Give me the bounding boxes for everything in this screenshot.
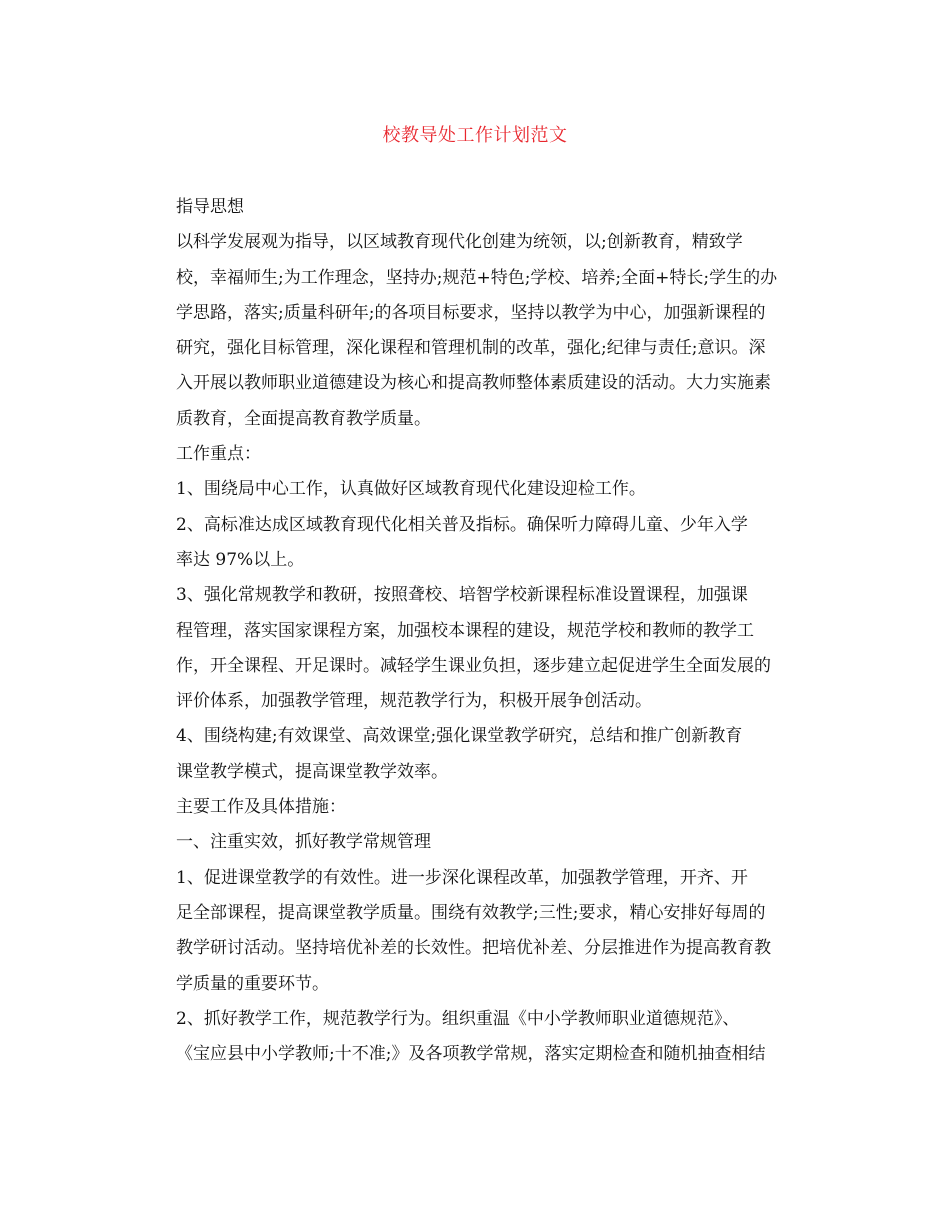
paragraph — [142, 472, 808, 507]
paragraph — [142, 190, 808, 225]
text-line: 指导思想 — [176, 197, 244, 217]
text-line: 研究，强化目标管理，深化课程和管理机制的改革，强化;纪律与责任;意识。深 — [176, 338, 766, 359]
text-line: 以科学发展观为指导，以区域教育现代化创建为统领，以;创新教育，精致学 — [176, 232, 743, 253]
paragraph — [142, 790, 808, 825]
text-line: 主要工作及具体措施： — [176, 797, 346, 818]
text-line: 足全部课程，提高课堂教学质量。围绕有效教学;三性;要求，精心安排好每周的 — [176, 902, 766, 923]
paragraph — [142, 508, 808, 579]
text-line: 教学研讨活动。坚持培优补差的长效性。把培优补差、分层推进作为提高教育教 — [176, 938, 771, 959]
paragraph — [142, 719, 808, 790]
document-title: 校教导处工作计划范文 — [382, 125, 568, 146]
document-body — [142, 190, 808, 1072]
text-line: 作，开全课程、开足课时。减轻学生课业负担，逐步建立起促进学生全面发展的 — [176, 655, 771, 676]
text-line: 率达 97%以上。 — [176, 549, 305, 570]
paragraph — [142, 437, 808, 472]
text-line: 质教育，全面提高教育教学质量。 — [176, 408, 431, 429]
text-line: 4、围绕构建;有效课堂、高效课堂;强化课堂教学研究，总结和推广创新教育 — [176, 726, 743, 747]
paragraph — [142, 861, 808, 1002]
paragraph — [142, 825, 808, 860]
text-line: 工作重点： — [176, 444, 261, 465]
paragraph — [142, 578, 808, 719]
text-line: 课堂教学模式，提高课堂教学效率。 — [176, 761, 448, 782]
text-line: 2、高标准达成区域教育现代化相关普及指标。确保听力障碍儿童、少年入学 — [176, 514, 748, 535]
text-line: 评价体系，加强教学管理，规范教学行为，积极开展争创活动。 — [176, 691, 652, 712]
text-line: 一、注重实效，抓好教学常规管理 — [176, 832, 431, 853]
text-line: 1、围绕局中心工作，认真做好区域教育现代化建设迎检工作。 — [176, 479, 646, 500]
text-line: 3、强化常规教学和教研，按照聋校、培智学校新课程标准设置课程，加强课 — [176, 585, 748, 606]
text-line: 入开展以教师职业道德建设为核心和提高教师整体素质建设的活动。大力实施素 — [176, 373, 771, 394]
text-line: 1、促进课堂教学的有效性。进一步深化课程改革，加强教学管理，开齐、开 — [176, 867, 748, 888]
text-line: 学质量的重要环节。 — [176, 973, 329, 994]
text-line: 《宝应县中小学教师;十不准;》及各项教学常规，落实定期检查和随机抽查相结 — [176, 1044, 766, 1065]
text-line: 2、抓好教学工作，规范教学行为。组织重温《中小学教师职业道德规范》、 — [176, 1008, 740, 1029]
text-line: 校，幸福师生;为工作理念，坚持办;规范+特色;学校、培养;全面+特长;学生的办 — [176, 267, 778, 288]
paragraph — [142, 1002, 808, 1073]
text-line: 学思路，落实;质量科研年;的各项目标要求，坚持以教学为中心，加强新课程的 — [176, 302, 766, 323]
text-line: 程管理，落实国家课程方案，加强校本课程的建设，规范学校和教师的教学工 — [176, 620, 754, 641]
paragraph — [142, 225, 808, 437]
